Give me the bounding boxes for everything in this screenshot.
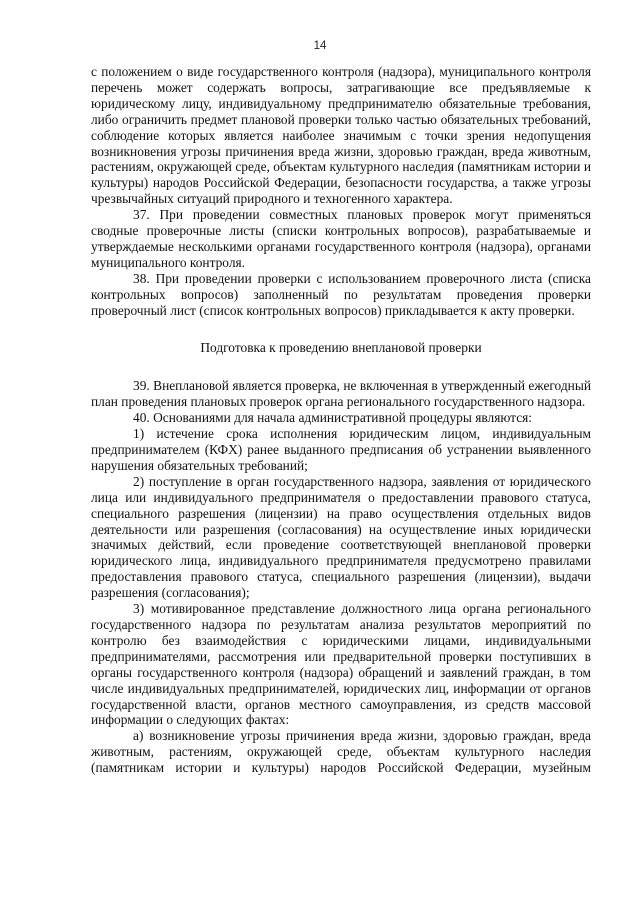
paragraph-38: 38. При проведении проверки с использованием проверочного листа (списка контрольных вопросов) заполненный по результатам проведения проверки проверочный лист (список контрольных вопросов) прикладывается к акту проверки. — [91, 270, 591, 318]
paragraph-40: 40. Основаниями для начала административной процедуры являются: — [133, 410, 533, 426]
paragraph-continuation: с положением о виде государственного контроля (надзора), муниципального контроля перечень может содержать вопросы, затрагивающие все предъявляемые к юридическому лицу, индивидуальному предпринимателю обязательные требования, либо ограничить предмет плановой проверки только частью обязательных требований, соблюдение которых является наиболее значимым с точки зрения недопущения возникновения угрозы причинения вреда жизни, здоровью граждан, вреда животным, растениям, окружающей среде, объектам культурного наследия (памятникам истории и культуры) народов Российской Федерации, безопасности государства, а также угрозы чрезвычайных ситуаций природного и техногенного характера. — [91, 64, 591, 207]
list-item-2: 2) поступление в орган государственного надзора, заявления от юридического лица или индивидуального предпринимателя о предоставлении правового статуса, специального разрешения (лицензии) на право осуществления отдельных видов деятельности или разрешения (согласования) на осуществление иных юридически значимых действий, если проведение соответствующей внеплановой проверки юридического лица, индивидуального предпринимателя предусмотрено правилами предоставления правового статуса, специального разрешения (лицензии), выдачи разрешения (согласования); — [91, 473, 591, 601]
list-item-1: 1) истечение срока исполнения юридическим лицом, индивидуальным предпринимателем (КФХ) ранее выданного предписания об устранении выявленного нарушения обязательных требований; — [91, 426, 591, 473]
paragraph-39: 39. Внеплановой является проверка, не включенная в утвержденный ежегодный план проведения плановых проверок органа регионального государственного надзора. — [91, 378, 591, 410]
section-heading: Подготовка к проведению внеплановой проверки — [200, 339, 482, 355]
list-item-3: 3) мотивированное представление должностного лица органа регионального государственного надзора по результатам анализа результатов мероприятий по контролю без взаимодействия с юридическими лицами, индивидуальными предпринимателями, рассмотрения или предварительной проверки поступивших в органы государственного контроля (надзора) обращений и заявлений граждан, в том числе индивидуальных предпринимателей, юридических лиц, информации от органов государственной власти, органов местного самоуправления, из средств массовой информации о следующих фактах: — [91, 601, 591, 728]
paragraph-37: 37. При проведении совместных плановых проверок могут применяться сводные проверочные листы (списки контрольных вопросов), разрабатываемые и утверждаемые несколькими органами государственного контроля (надзора), органами муниципального контроля. — [91, 207, 591, 270]
page-number: 14 — [313, 40, 327, 52]
document-body — [91, 64, 591, 776]
list-item-a: а) возникновение угрозы причинения вреда жизни, здоровью граждан, вреда животным, растениям, окружающей среде, объектам культурного наследия (памятникам истории и культуры) народов Российской Федерации, музейным — [91, 728, 591, 776]
